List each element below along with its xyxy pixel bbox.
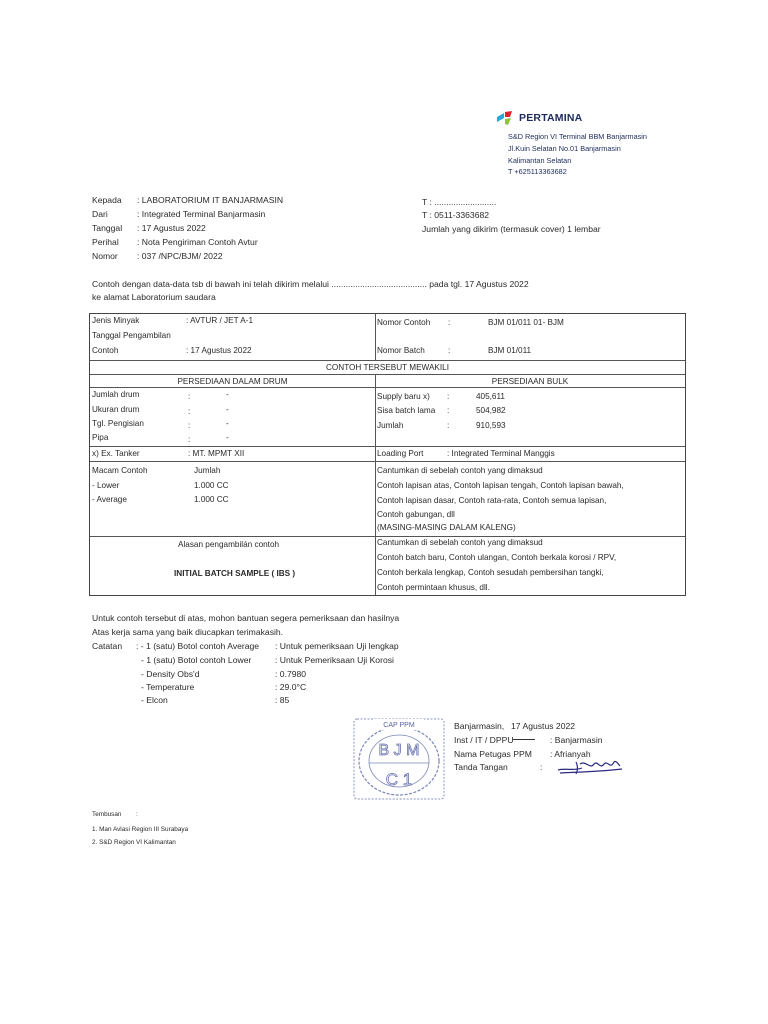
drum-header: PERSEDIAAN DALAM DRUM — [177, 377, 288, 386]
note-left: - Density Obs'd — [141, 669, 200, 679]
value-dari: : Integrated Terminal Banjarmasin — [137, 209, 266, 219]
tanggal-value: : 17 Agustus 2022 — [186, 346, 252, 355]
cantumkan-line: Contoh lapisan dasar, Contoh rata-rata, Contoh semua lapisan, — [377, 496, 607, 505]
bulk-row-colon: : — [447, 392, 450, 401]
drum-row-value: - — [226, 433, 229, 442]
nomor-batch-label: Nomor Batch — [377, 346, 425, 355]
tembusan-label: Tembusan — [92, 811, 122, 818]
tembusan-colon: : — [136, 811, 138, 818]
inst-label: Inst / IT / DPPU — [454, 735, 514, 745]
thanks-line: Atas kerja sama yang baik diucapkan terimakasih. — [92, 627, 284, 637]
loading-port-value: : Integrated Terminal Manggis — [447, 449, 555, 458]
bulk-row-value: 910,593 — [476, 421, 506, 430]
ex-tanker-value: : MT. MPMT XII — [188, 449, 245, 458]
drum-row-label: Jumlah drum — [92, 390, 140, 399]
note-right: : 0.7980 — [275, 669, 307, 679]
mewakili-heading: CONTOH TERSEBUT MEWAKILI — [326, 363, 449, 372]
note-right: : 85 — [275, 695, 290, 705]
phone-line-2: T : 0511-3363682 — [422, 210, 490, 220]
petugas-label: Nama Petugas PPM — [454, 749, 532, 759]
tanda-tangan-label: Tanda Tangan — [454, 762, 508, 772]
note-left: - Elcon — [141, 695, 168, 705]
address-line-4: T +625113363682 — [508, 167, 567, 176]
address-line-1: S&D Region VI Terminal BBM Banjarmasin — [508, 132, 647, 141]
bulk-header: PERSEDIAAN BULK — [491, 377, 569, 386]
bulk-row-label: Jumlah — [377, 421, 404, 430]
petugas-value: : Afrianyah — [550, 749, 591, 759]
drum-row-colon: : — [188, 435, 191, 444]
note-left: - 1 (satu) Botol contoh Lower — [141, 655, 252, 665]
note-left: : - 1 (satu) Botol contoh Average — [136, 641, 260, 651]
bulk-row-value: 504,982 — [476, 406, 506, 415]
note-left: - Temperature — [141, 682, 195, 692]
initial-batch-sample: INITIAL BATCH SAMPLE ( IBS ) — [174, 569, 296, 578]
signature-icon — [556, 756, 626, 776]
bulk-row-label: Supply baru x) — [377, 392, 430, 401]
jumlah-dikirim: Jumlah yang dikirim (termasuk cover) 1 lembar — [422, 224, 601, 234]
loading-port-label: Loading Port — [377, 449, 424, 458]
bulk-row-label: Sisa batch lama — [377, 406, 436, 415]
label-nomor: Nomor — [92, 251, 118, 261]
cantumkan-line: Contoh lapisan atas, Contoh lapisan tengah, Contoh lapisan bawah, — [377, 481, 624, 490]
address-line-2: Jl.Kuin Selatan No.01 Banjarmasin — [508, 144, 621, 153]
alasan-line: Contoh batch baru, Contoh ulangan, Contoh berkala korosi / RPV, — [377, 553, 617, 562]
sample-average-value: 1.000 CC — [194, 495, 229, 504]
alasan-line: Cantumkan di sebelah contoh yang dimaksud — [377, 538, 543, 547]
cantumkan-line: Contoh gabungan, dll — [377, 510, 455, 519]
tanggal-label-2: Contoh — [92, 346, 119, 355]
tanggal-label-1: Tanggal Pengambilan — [92, 331, 171, 340]
label-tanggal: Tanggal — [92, 223, 123, 233]
nomor-contoh-label: Nomor Contoh — [377, 318, 431, 327]
jenis-minyak-label: Jenis Minyak — [92, 316, 140, 325]
macam-contoh-label: Macam Contoh — [92, 466, 148, 475]
jenis-minyak-value: : AVTUR / JET A-1 — [186, 316, 254, 325]
catatan-label: Catatan — [92, 641, 123, 651]
nomor-contoh-colon: : — [448, 318, 451, 327]
stamp-icon — [352, 717, 446, 801]
cantumkan-line: Cantumkan di sebelah contoh yang dimaksud — [377, 466, 543, 475]
drum-row-value: - — [226, 419, 229, 428]
sample-lower-label: - Lower — [92, 481, 120, 490]
inst-value: : Banjarmasin — [550, 735, 603, 745]
bulk-row-value: 405,611 — [476, 392, 505, 401]
alasan-line: Contoh permintaan khusus, dll. — [377, 583, 490, 592]
label-kepada: Kepada — [92, 195, 122, 205]
tembusan-item: 2. S&D Region VI Kalimantan — [92, 839, 176, 846]
nomor-batch-colon: : — [448, 346, 451, 355]
intro-line-1: Contoh dengan data-data tsb di bawah ini telah dikirim melalui ........................................ pada tgl. 17 Agustus 2022 — [92, 279, 529, 289]
bulk-row-colon: : — [447, 406, 450, 415]
value-kepada: : LABORATORIUM IT BANJARMASIN — [137, 195, 284, 205]
value-nomor: : 037 /NPC/BJM/ 2022 — [137, 251, 223, 261]
drum-row-label: Ukuran drum — [92, 405, 140, 414]
drum-row-colon: : — [188, 392, 191, 401]
request-line: Untuk contoh tersebut di atas, mohon bantuan segera pemeriksaan dan hasilnya — [92, 613, 400, 623]
cantumkan-line: (MASING-MASING DALAM KALENG) — [377, 523, 516, 532]
drum-row-value: - — [226, 405, 229, 414]
tembusan-item: 1. Man Avlasi Region III Surabaya — [92, 826, 189, 833]
drum-row-label: Tgl. Pengisian — [92, 419, 144, 428]
svg-text:CAP PPM: CAP PPM — [383, 722, 415, 729]
city-label: Banjarmasin, — [454, 721, 505, 731]
brand-name: PERTAMINA — [519, 112, 583, 124]
sample-average-label: - Average — [92, 495, 127, 504]
nomor-batch-value: BJM 01/011 — [488, 346, 532, 355]
note-right: : 29.0°C — [275, 682, 307, 692]
alasan-label: Alasan pengambilán contoh — [178, 540, 280, 549]
drum-row-value: - — [226, 390, 229, 399]
sign-date: 17 Agustus 2022 — [511, 721, 576, 731]
sample-lower-value: 1.000 CC — [194, 481, 229, 490]
tanda-tangan-colon: : — [540, 762, 543, 772]
jumlah-header: Jumlah — [194, 466, 221, 475]
label-dari: Dari — [92, 209, 108, 219]
sample-table — [89, 313, 686, 596]
address-line-3: Kalimantan Selatan — [508, 156, 572, 165]
bulk-row-colon: : — [447, 421, 450, 430]
alasan-line: Contoh berkala lengkap, Contoh sesudah pembersihan tangki, — [377, 568, 604, 577]
label-perihal: Perihal — [92, 237, 119, 247]
drum-row-label: Pipa — [92, 433, 109, 442]
pertamina-logo-icon — [497, 111, 515, 125]
drum-row-colon: : — [188, 421, 191, 430]
note-right: : Untuk pemeriksaan Uji lengkap — [275, 641, 399, 651]
svg-text:B J M: B J M — [378, 742, 420, 759]
value-perihal: : Nota Pengiriman Contoh Avtur — [137, 237, 258, 247]
ex-tanker-label: x) Ex. Tanker — [92, 449, 140, 458]
value-tanggal: : 17 Agustus 2022 — [137, 223, 206, 233]
nomor-contoh-value: BJM 01/011 01- BJM — [488, 318, 564, 327]
intro-line-2: ke alamat Laboratorium saudara — [92, 292, 216, 302]
phone-line-1: T : .......................... — [422, 197, 497, 207]
svg-text:C 1: C 1 — [385, 770, 413, 789]
drum-row-colon: : — [188, 407, 191, 416]
note-right: : Untuk Pemeriksaan Uji Korosi — [275, 655, 394, 665]
